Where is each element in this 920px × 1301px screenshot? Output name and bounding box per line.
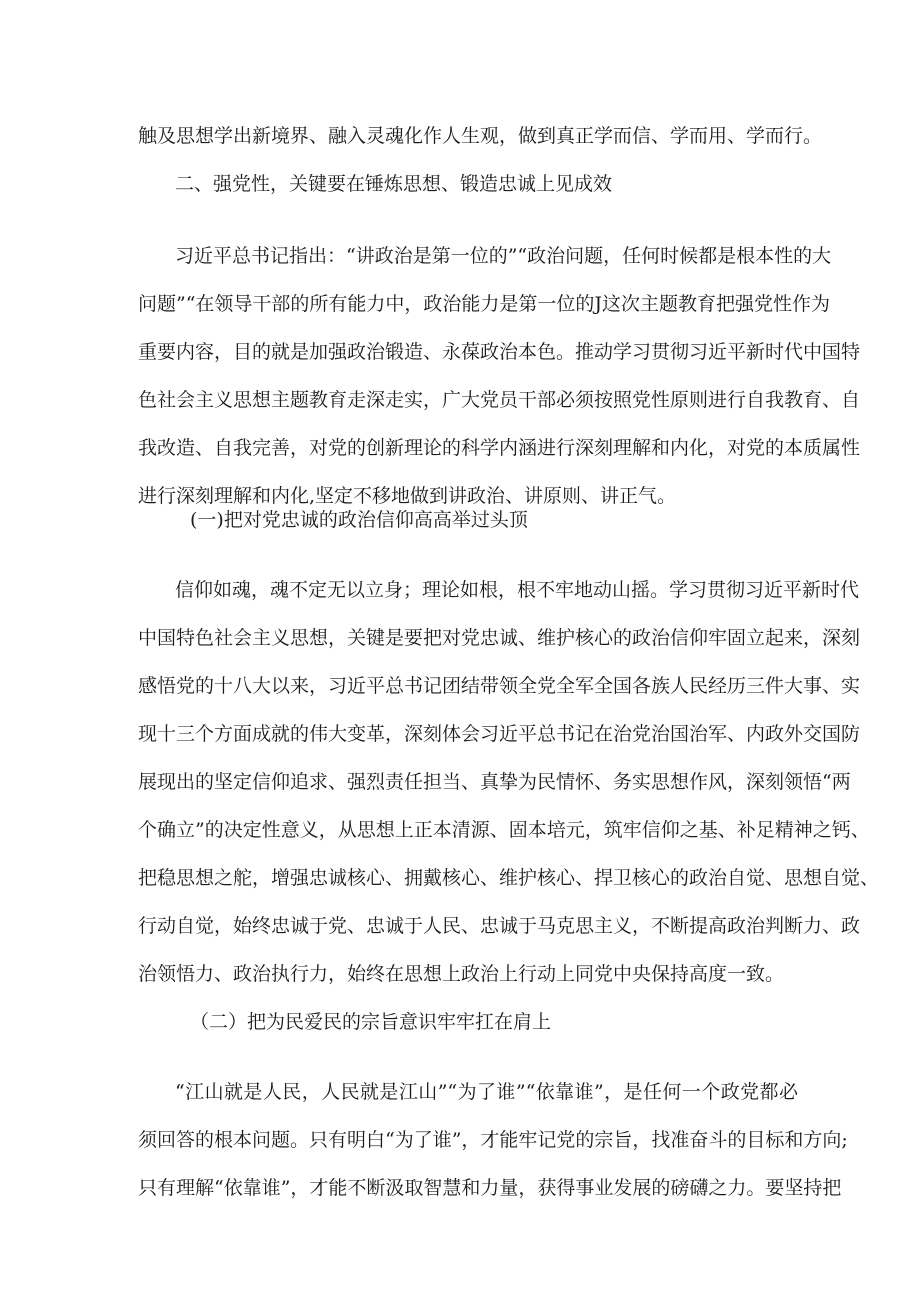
paragraph-line: 行动自觉，始终忠诚于党、忠诚于人民、忠诚于马克思主义，不断提高政治判断力、政 xyxy=(138,915,861,937)
paragraph-line: 个确立”的决定性意义，从思想上正本清源、固本培元，筑牢信仰之基、补足精神之钙、 xyxy=(138,819,870,841)
paragraph-line: 触及思想学出新境界、融入灵魂化作人生观，做到真正学而信、学而用、学而行。 xyxy=(138,125,823,147)
paragraph-line: 把稳思想之舵，增强忠诚核心、拥戴核心、维护核心、捍卫核心的政治自觉、思想自觉、 xyxy=(138,867,880,889)
paragraph-line: 习近平总书记指出：“讲政治是第一位的”“政治问题，任何时候都是根本性的大 xyxy=(175,245,832,267)
paragraph-line: 重要内容，目的就是加强政治锻造、永葆政治本色。推动学习贯彻习近平新时代中国特 xyxy=(138,341,861,363)
paragraph-line: 展现出的坚定信仰追求、强烈责任担当、真挚为民情怀、务实思想作风，深刻领悟“两 xyxy=(138,771,851,793)
paragraph-line: 感悟党的十八大以来，习近平总书记团结带领全党全军全国各族人民经历三件大事、实 xyxy=(138,675,861,697)
paragraph-line: 我改造、自我完善，对党的创新理论的科学内涵进行深刻理解和内化，对党的本质属性 xyxy=(138,437,861,459)
subsection-heading: （二）把为民爱民的宗旨意识牢牢扛在肩上 xyxy=(190,1011,552,1033)
paragraph-line: 只有理解“依靠谁”，才能不断汲取智慧和力量，获得事业发展的磅礴之力。要坚持把 xyxy=(138,1177,842,1199)
paragraph-line: 治领悟力、政治执行力，始终在思想上政治上行动上同党中央保持高度一致。 xyxy=(138,963,785,985)
paragraph-line: 中国特色社会主义思想，关键是要把对党忠诚、维护核心的政治信仰牢固立起来，深刻 xyxy=(138,627,861,649)
paragraph-line: “江山就是人民，人民就是江山”“为了谁”“依靠谁”，是任何一个政党都必 xyxy=(175,1081,798,1103)
section-heading: 二、强党性，关键要在锤炼思想、锻造忠诚上见成效 xyxy=(175,173,613,195)
paragraph-line: 进行深刻理解和内化,坚定不移地做到讲政治、讲原则、讲正气。 xyxy=(138,485,677,507)
paragraph-line: 问题”“在领导干部的所有能力中，政治能力是第一位的J这次主题教育把强党性作为 xyxy=(138,293,831,315)
paragraph-line: 信仰如魂，魂不定无以立身；理论如根，根不牢地动山摇。学习贯彻习近平新时代 xyxy=(175,579,860,601)
paragraph-line: 须回答的根本问题。只有明白“为了谁”，才能牢记党的宗旨，找准奋斗的目标和方向; xyxy=(138,1129,848,1151)
paragraph-line: 现十三个方面成就的伟大变革，深刻体会习近平总书记在治党治国治军、内政外交国防 xyxy=(138,723,861,745)
paragraph-line: 色社会主义思想主题教育走深走实，广大党员干部必须按照党性原则进行自我教育、自 xyxy=(138,389,861,411)
subsection-heading: (一)把对党忠诚的政治信仰高高举过头顶 xyxy=(190,509,528,531)
